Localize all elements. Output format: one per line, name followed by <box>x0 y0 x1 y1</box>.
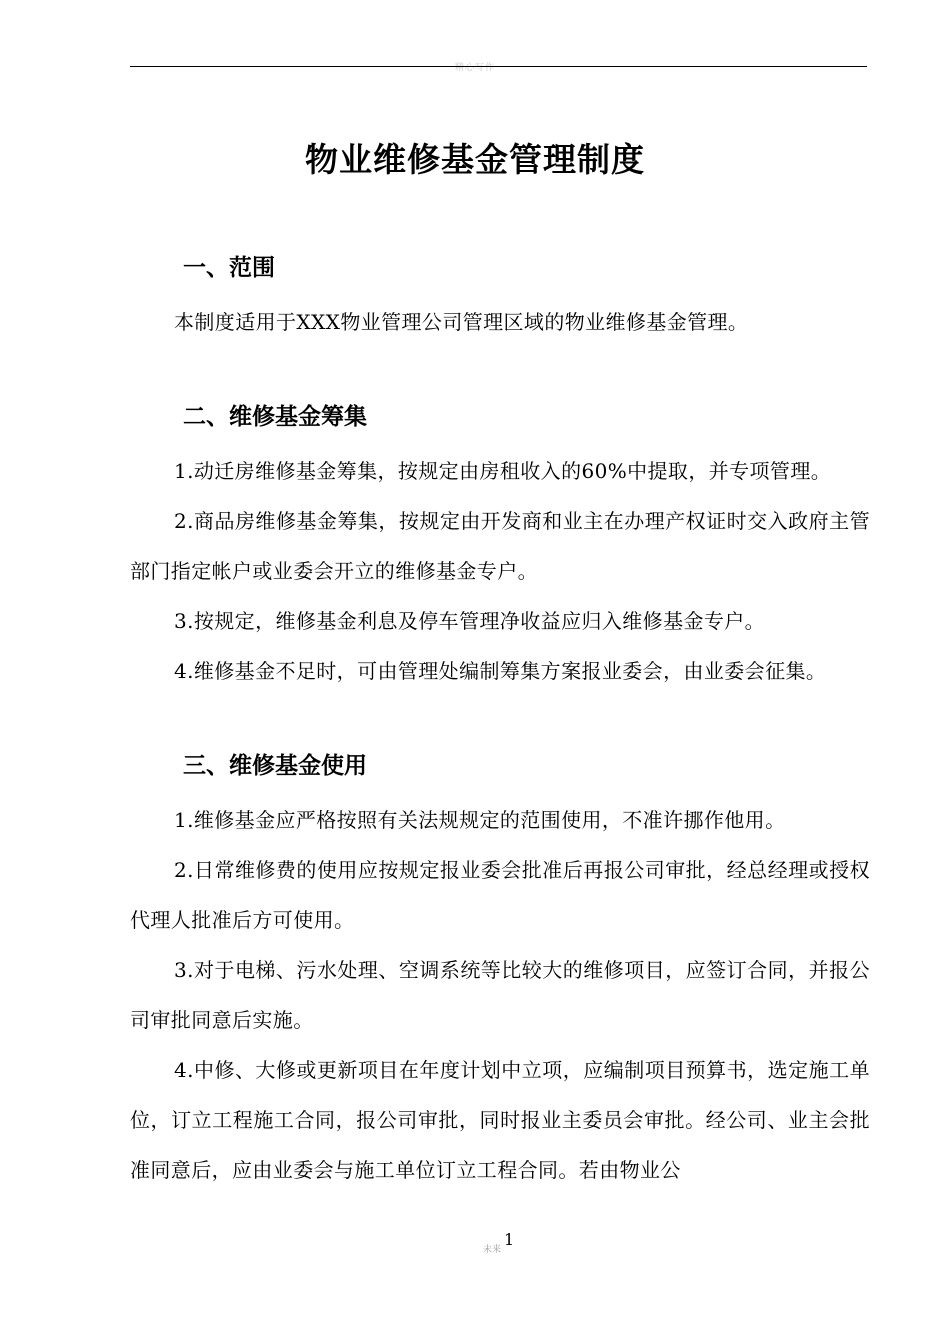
header-divider <box>130 66 867 67</box>
page-number: 1 <box>504 1230 515 1249</box>
document-title: 物业维修基金管理制度 <box>305 140 645 179</box>
paragraph: 2.日常维修费的使用应按规定报业委会批准后再报公司审批，经总经理或授权代理人批准后方可使用。 <box>130 858 870 932</box>
paragraph: 3.对于电梯、污水处理、空调系统等比较大的维修项目，应签订合同，并报公司审批同意后实施。 <box>130 958 870 1032</box>
paragraph: 1.维修基金应严格按照有关法规规定的范围使用，不准许挪作他用。 <box>174 808 786 832</box>
paragraph: 3.按规定，维修基金利息及停车管理净收益应归入维修基金专户。 <box>174 609 766 633</box>
page-header-text: 精心写作 <box>454 63 495 73</box>
section-heading-fund-usage: 三、维修基金使用 <box>183 753 367 779</box>
paragraph: 4.中修、大修或更新项目在年度计划中立项，应编制项目预算书，选定施工单位，订立工程施工合同，报公司审批，同时报业主委员会审批。经公司、业主会批准同意后，应由业委会与施工单位订立工程合同。若由物业公 <box>130 1058 870 1182</box>
paragraph: 本制度适用于XXX物业管理公司管理区域的物业维修基金管理。 <box>174 310 749 334</box>
section-heading-scope: 一、范围 <box>183 255 275 281</box>
paragraph: 2.商品房维修基金筹集，按规定由开发商和业主在办理产权证时交入政府主管部门指定帐户或业委会开立的维修基金专户。 <box>130 509 870 583</box>
paragraph: 4.维修基金不足时，可由管理处编制筹集方案报业委会，由业委会征集。 <box>174 659 827 683</box>
section-heading-fund-raising: 二、维修基金筹集 <box>183 404 367 430</box>
page-footer-text: 未来 <box>483 1245 502 1255</box>
paragraph: 1.动迁房维修基金筹集，按规定由房租收入的60%中提取，并专项管理。 <box>174 459 832 483</box>
